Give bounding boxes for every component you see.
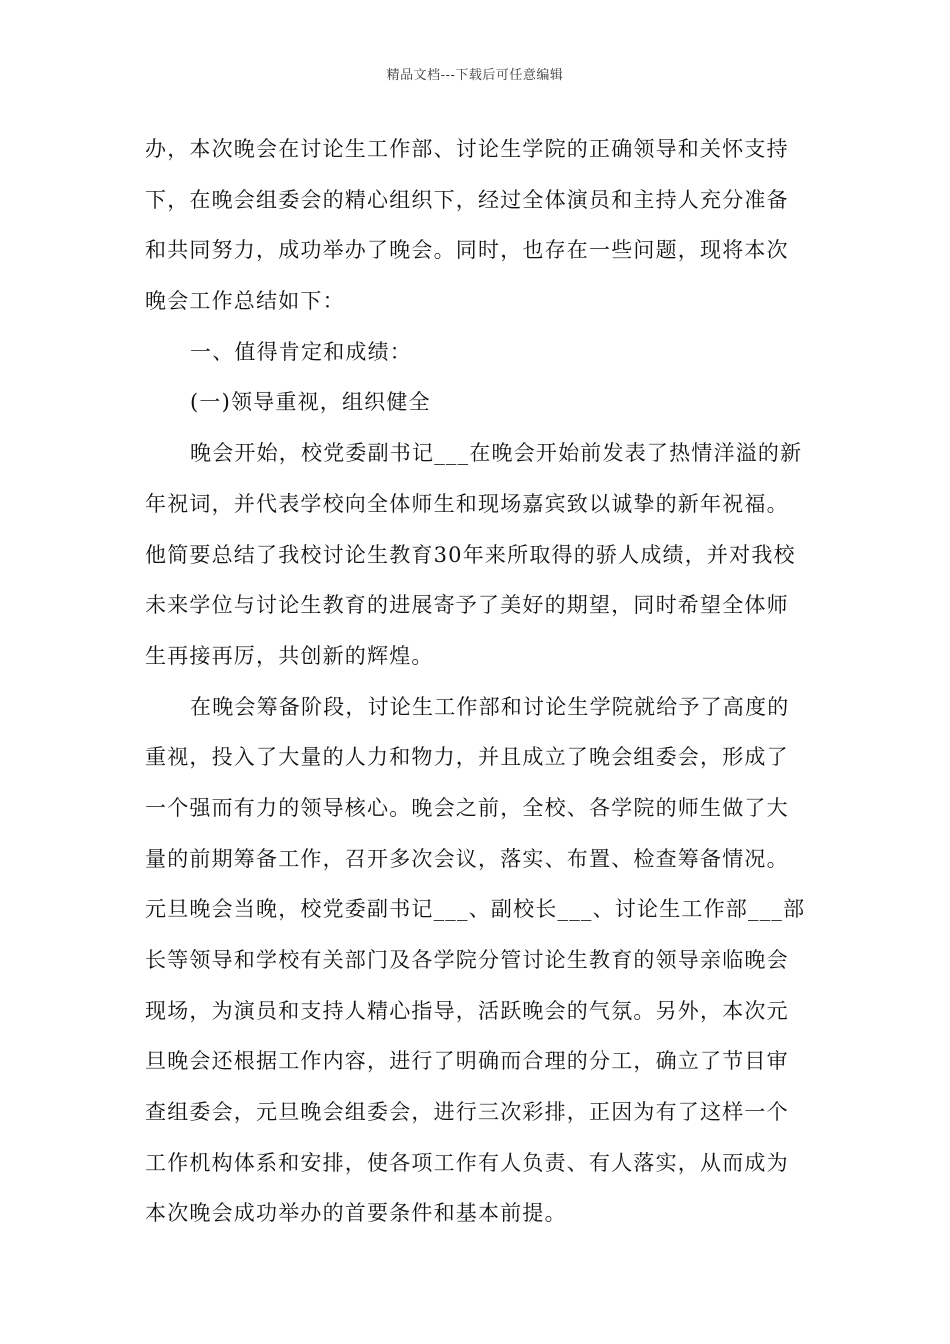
subsection-heading-1: (一)领导重视，组织健全 <box>190 390 431 415</box>
paragraph-3-line-6: 长等领导和学校有关部门及各学院分管讨论生教育的领导亲临晚会 <box>145 948 789 972</box>
paragraph-2-line-5: 生再接再厉，共创新的辉煌。 <box>145 643 434 668</box>
paragraph-3-line-5: 元旦晚会当晚，校党委副书记___、副校长___、讨论生工作部___部 <box>145 897 806 922</box>
page-header: 精品文档---下载后可任意编辑 <box>386 68 564 83</box>
paragraph-2-line-4: 未来学位与讨论生教育的进展寄予了美好的期望，同时希望全体师 <box>145 593 789 618</box>
paragraph-3-line-1: 在晚会筹备阶段，讨论生工作部和讨论生学院就给予了高度的 <box>190 694 790 719</box>
body-line-1: 办，本次晚会在讨论生工作部、讨论生学院的正确领导和关怀支持 <box>145 137 789 161</box>
paragraph-2-line-1: 晚会开始，校党委副书记___在晚会开始前发表了热情洋溢的新 <box>190 441 803 466</box>
paragraph-3-line-8: 旦晚会还根据工作内容，进行了明确而合理的分工，确立了节目审 <box>145 1049 789 1074</box>
body-line-4: 晚会工作总结如下： <box>145 289 345 314</box>
paragraph-3-line-11: 本次晚会成功举办的首要条件和基本前提。 <box>145 1201 567 1226</box>
document-body <box>145 124 807 1239</box>
paragraph-3-line-10: 工作机构体系和安排，使各项工作有人负责、有人落实，从而成为 <box>145 1150 789 1175</box>
paragraph-3-line-4: 量的前期筹备工作，召开多次会议，落实、布置、检查筹备情况。 <box>145 846 789 871</box>
paragraph-3-line-3: 一个强而有力的领导核心。晚会之前，全校、各学院的师生做了大 <box>145 795 789 820</box>
body-line-2: 下，在晚会组委会的精心组织下，经过全体演员和主持人充分准备 <box>145 187 789 212</box>
paragraph-3-line-9: 查组委会，元旦晚会组委会，进行三次彩排，正因为有了这样一个 <box>145 1100 789 1125</box>
paragraph-3-line-2: 重视，投入了大量的人力和物力，并且成立了晚会组委会，形成了 <box>145 745 789 770</box>
body-line-3: 和共同努力，成功举办了晚会。同时，也存在一些问题，现将本次 <box>145 238 789 263</box>
paragraph-2-line-3: 他简要总结了我校讨论生教育30年来所取得的骄人成绩，并对我校 <box>145 542 796 567</box>
section-heading-1: 一、值得肯定和成绩： <box>190 339 412 364</box>
paragraph-2-line-2: 年祝词，并代表学校向全体师生和现场嘉宾致以诚挚的新年祝福。 <box>145 491 789 516</box>
paragraph-3-line-7: 现场，为演员和支持人精心指导，活跃晚会的气氛。另外，本次元 <box>145 998 789 1023</box>
